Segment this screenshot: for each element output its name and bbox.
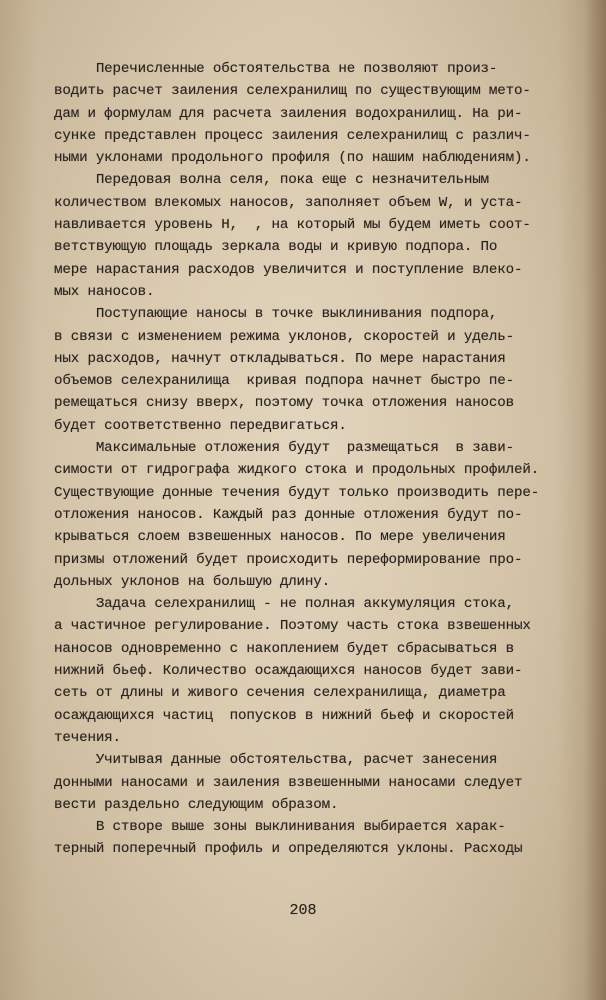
text-line: отложения наносов. Каждый раз донные отложения будут по- <box>54 506 523 523</box>
text-line: наносов одновременно с накоплением будет сбрасываться в <box>54 640 515 657</box>
text-line: Задача селехранилищ - не полная аккумуляция стока, <box>54 596 515 613</box>
text-line: ветствующую площадь зеркала воды и кривую подпора. По <box>54 239 498 256</box>
text-line: Существующие донные течения будут только производить пере- <box>54 484 540 501</box>
page-edge-shadow <box>584 0 606 1000</box>
text-line: Максимальные отложения будут размещаться в зави- <box>54 440 515 457</box>
text-line: мере нарастания расходов увеличится и поступление влеко- <box>54 261 523 278</box>
text-line: Учитывая данные обстоятельства, расчет занесения <box>54 752 498 769</box>
text-line: навливается уровень H, , на который мы будем иметь соот- <box>54 217 531 234</box>
text-line: сунке представлен процесс заиления селехранилищ с различ- <box>54 127 531 144</box>
text-line: вести раздельно следующим образом. <box>54 796 339 813</box>
text-line: нижний бьеф. Количество осаждающихся наносов будет зави- <box>54 663 523 680</box>
text-line: ремещаться снизу вверх, поэтому точка отложения наносов <box>54 395 515 412</box>
text-line: дольных уклонов на большую длину. <box>54 573 331 590</box>
text-line: Передовая волна селя, пока еще с незначительным <box>54 172 489 189</box>
page-number: 208 <box>289 902 317 919</box>
text-line: мых наносов. <box>54 283 155 300</box>
text-line: призмы отложений будет происходить переформирование про- <box>54 551 523 568</box>
text-line: течения. <box>54 729 121 746</box>
text-line: терный поперечный профиль и определяются уклоны. Расходы <box>54 841 523 858</box>
text-line: Перечисленные обстоятельства не позволяют произ- <box>54 61 498 77</box>
text-line: ных расходов, начнут откладываться. По мере нарастания <box>54 350 506 367</box>
text-line: а частичное регулирование. Поэтому часть стока взвешенных <box>54 618 531 635</box>
text-line: Поступающие наносы в точке выклинивания подпора, <box>54 306 498 323</box>
text-line: симости от гидрографа жидкого стока и продольных профилей. <box>54 462 540 479</box>
text-line: водить расчет заиления селехранилищ по существующим мето- <box>54 83 531 100</box>
text-line: дам и формулам для расчета заиления водохранилищ. На ри- <box>54 105 523 122</box>
text-line: ными уклонами продольного профиля (по нашим наблюдениям). <box>54 150 531 167</box>
text-line: крываться слоем взвешенных наносов. По мере увеличения <box>54 529 506 546</box>
text-line: количеством влекомых наносов, заполняет объем W, и уста- <box>54 194 523 211</box>
text-line: будет соответственно передвигаться. <box>54 417 347 434</box>
text-line: сеть от длины и живого сечения селехранилища, диаметра <box>54 685 506 702</box>
text-line: В створе выше зоны выклинивания выбирается харак- <box>54 819 506 836</box>
text-line: объемов селехранилища кривая подпора начнет быстро пе- <box>54 373 515 390</box>
text-line: донными наносами и заиления взвешенными наносами следует <box>54 774 523 791</box>
body-text <box>54 58 574 861</box>
text-line: в связи с изменением режима уклонов, скоростей и удель- <box>54 328 515 345</box>
text-line: осаждающихся частиц попусков в нижний бьеф и скоростей <box>54 707 515 724</box>
